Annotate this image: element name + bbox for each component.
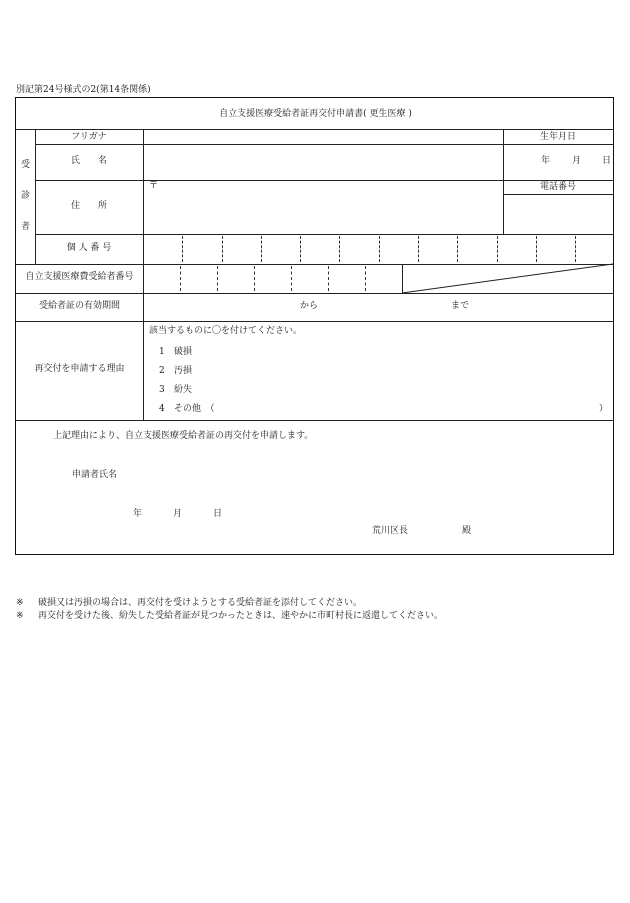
- note-text: 再交付を受けた後、紛失した受給者証が見つかったときは、速やかに市町村長に返還してください。: [38, 611, 444, 621]
- reason-option: その他 （: [174, 404, 215, 414]
- birthdate-day: 日: [602, 156, 612, 166]
- birthdate-month: 月: [572, 156, 582, 166]
- digit-separator: [261, 236, 262, 262]
- honorific: 殿: [462, 526, 472, 536]
- name-label: 氏 名: [70, 156, 107, 166]
- recipient-side-char: 診: [21, 191, 31, 201]
- digit-separator: [418, 236, 419, 262]
- divider: [143, 129, 144, 420]
- recipient-side-char: 受: [21, 160, 31, 170]
- digit-separator: [254, 266, 255, 291]
- digit-separator: [291, 266, 292, 291]
- furigana-label: フリガナ: [71, 132, 107, 142]
- digit-separator: [328, 266, 329, 291]
- divider: [35, 144, 613, 145]
- void-diagonal: [402, 264, 613, 293]
- reason-number: 4: [159, 404, 165, 414]
- divider: [16, 420, 613, 421]
- digit-separator: [379, 236, 380, 262]
- reason-instruction: 該当するものに〇を付けてください。: [149, 326, 303, 336]
- digit-separator: [222, 236, 223, 262]
- digit-separator: [457, 236, 458, 262]
- reason-number: 1: [159, 347, 165, 357]
- birthdate-label: 生年月日: [539, 132, 576, 142]
- digit-separator: [339, 236, 340, 262]
- digit-separator: [217, 266, 218, 291]
- note-mark: ※: [16, 598, 24, 608]
- divider: [16, 129, 613, 130]
- reason-option: 破損: [174, 347, 193, 357]
- recipient-side-char: 者: [21, 222, 31, 232]
- digit-separator: [180, 266, 181, 291]
- application-statement: 上記理由により、自立支援医療受給者証の再交付を申請します。: [53, 431, 314, 441]
- address-label: 住 所: [70, 201, 107, 211]
- reason-label: 再交付を申請する理由: [34, 364, 125, 374]
- validity-label: 受給者証の有効期間: [38, 301, 120, 311]
- form-caption: 別記第24号様式の2(第14条関係): [16, 85, 151, 95]
- date-day: 日: [213, 509, 223, 519]
- reason-number: 3: [159, 385, 165, 395]
- mynumber-label: 個 人 番 号: [66, 243, 112, 253]
- date-year: 年: [133, 509, 143, 519]
- addressee: 荒川区長: [372, 526, 409, 536]
- validity-to: まで: [451, 301, 470, 311]
- digit-separator: [300, 236, 301, 262]
- validity-from: から: [300, 301, 319, 311]
- digit-separator: [182, 236, 183, 262]
- footnote: [16, 610, 443, 623]
- postal-mark: 〒: [149, 181, 159, 191]
- divider: [503, 129, 504, 234]
- divider: [35, 234, 613, 235]
- digit-separator: [365, 266, 366, 291]
- reason-option: 紛失: [174, 385, 193, 395]
- certificate-number-label: 自立支援医療費受給者番号: [25, 272, 134, 282]
- note-mark: ※: [16, 611, 24, 621]
- footnote: [16, 597, 443, 610]
- footnotes: [16, 597, 443, 623]
- applicant-name-label: 申請者氏名: [72, 470, 118, 480]
- application-form: [15, 97, 614, 555]
- reason-close-paren: ）: [599, 404, 609, 414]
- birthdate-year: 年: [541, 156, 551, 166]
- digit-separator: [575, 236, 576, 262]
- reason-option: 汚損: [174, 366, 193, 376]
- reason-number: 2: [159, 366, 165, 376]
- divider: [503, 194, 613, 195]
- note-text: 破損又は汚損の場合は、再交付を受けようとする受給者証を添付してください。: [38, 598, 363, 608]
- form-title: 自立支援医療受給者証再交付申請書( 更生医療 ): [219, 109, 412, 119]
- divider: [16, 293, 613, 294]
- divider: [16, 321, 613, 322]
- date-month: 月: [173, 509, 183, 519]
- digit-separator: [497, 236, 498, 262]
- digit-separator: [536, 236, 537, 262]
- divider: [35, 180, 613, 181]
- phone-label: 電話番号: [539, 182, 576, 192]
